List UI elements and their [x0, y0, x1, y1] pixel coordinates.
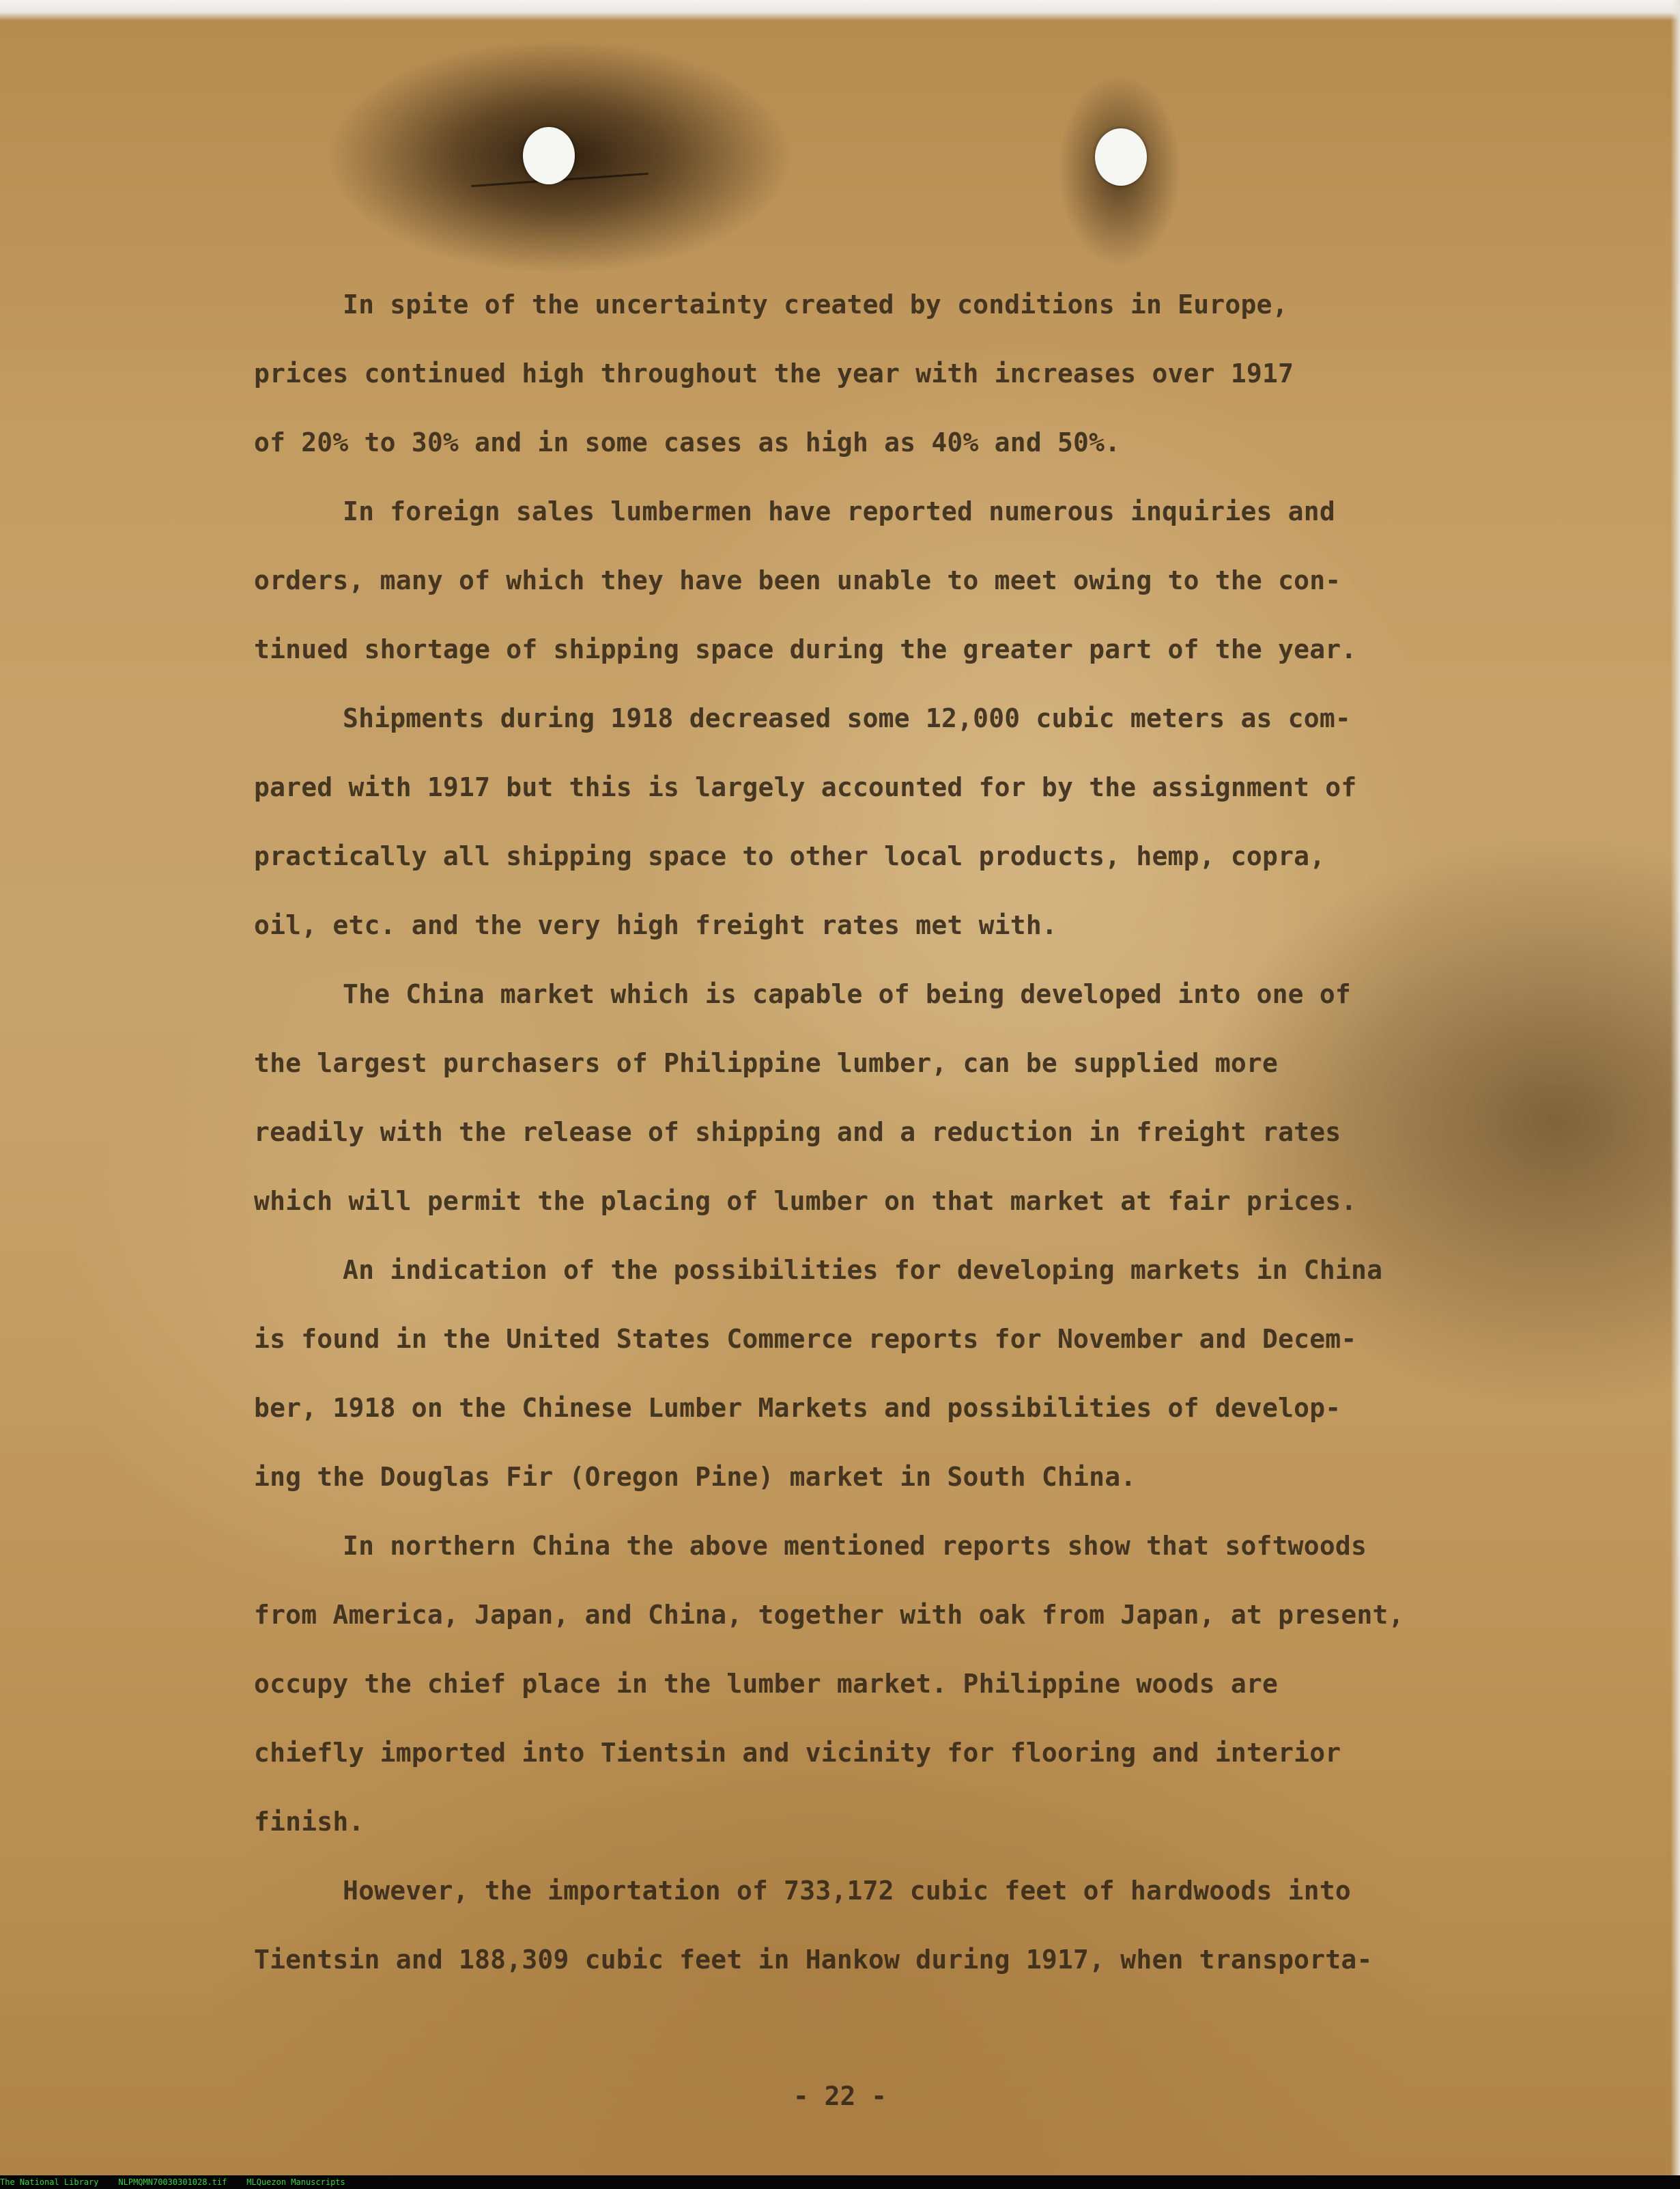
text-line: of 20% to 30% and in some cases as high as 40% and 50%.	[254, 427, 1121, 457]
footer-file: NLPMQMN70030301028.tif	[118, 2177, 227, 2187]
text-line: In spite of the uncertainty created by conditions in Europe,	[343, 289, 1288, 320]
text-line: chiefly imported into Tientsin and vicinity for flooring and interior	[254, 1738, 1341, 1768]
text-line: tinued shortage of shipping space during the greater part of the year.	[254, 634, 1357, 664]
text-line: is found in the United States Commerce reports for November and Decem-	[254, 1324, 1357, 1354]
text-line: oil, etc. and the very high freight rates met with.	[254, 910, 1057, 940]
footer-library: The National Library	[0, 2177, 99, 2187]
text-line: pared with 1917 but this is largely accounted for by the assignment of	[254, 772, 1357, 802]
text-line: prices continued high throughout the year with increases over 1917	[254, 358, 1294, 389]
text-line: finish.	[254, 1807, 365, 1837]
text-line: Tientsin and 188,309 cubic feet in Hankow during 1917, when transporta-	[254, 1945, 1373, 1975]
text-line: The China market which is capable of being developed into one of	[343, 979, 1351, 1009]
text-line: occupy the chief place in the lumber market. Philippine woods are	[254, 1669, 1279, 1699]
text-line: which will permit the placing of lumber on that market at fair prices.	[254, 1186, 1357, 1216]
page-number: - 22 -	[793, 2081, 887, 2111]
text-line: the largest purchasers of Philippine lumber, can be supplied more	[254, 1048, 1279, 1078]
text-line: ing the Douglas Fir (Oregon Pine) market in South China.	[254, 1462, 1137, 1492]
typewritten-body	[254, 270, 1551, 1994]
text-line: from America, Japan, and China, together with oak from Japan, at present,	[254, 1600, 1404, 1630]
text-line: ber, 1918 on the Chinese Lumber Markets and possibilities of develop-	[254, 1393, 1341, 1423]
page-right-edge	[1670, 0, 1680, 2175]
text-line: practically all shipping space to other local products, hemp, copra,	[254, 841, 1326, 871]
text-line: Shipments during 1918 decreased some 12,000 cubic meters as com-	[343, 703, 1351, 733]
text-line: However, the importation of 733,172 cubic feet of hardwoods into	[343, 1876, 1351, 1906]
text-line: An indication of the possibilities for developing markets in China	[343, 1255, 1383, 1285]
text-line: readily with the release of shipping and a reduction in freight rates	[254, 1117, 1341, 1147]
punch-hole-right	[1095, 128, 1147, 186]
text-line: In northern China the above mentioned reports show that softwoods	[343, 1531, 1367, 1561]
footer-collection: MLQuezon Manuscripts	[246, 2177, 345, 2187]
text-line: orders, many of which they have been unable to meet owing to the con-	[254, 565, 1341, 595]
scan-footer	[0, 2175, 1680, 2189]
punch-hole-left	[523, 127, 575, 184]
page-top-edge	[0, 0, 1680, 20]
text-line: In foreign sales lumbermen have reported numerous inquiries and	[343, 496, 1335, 526]
